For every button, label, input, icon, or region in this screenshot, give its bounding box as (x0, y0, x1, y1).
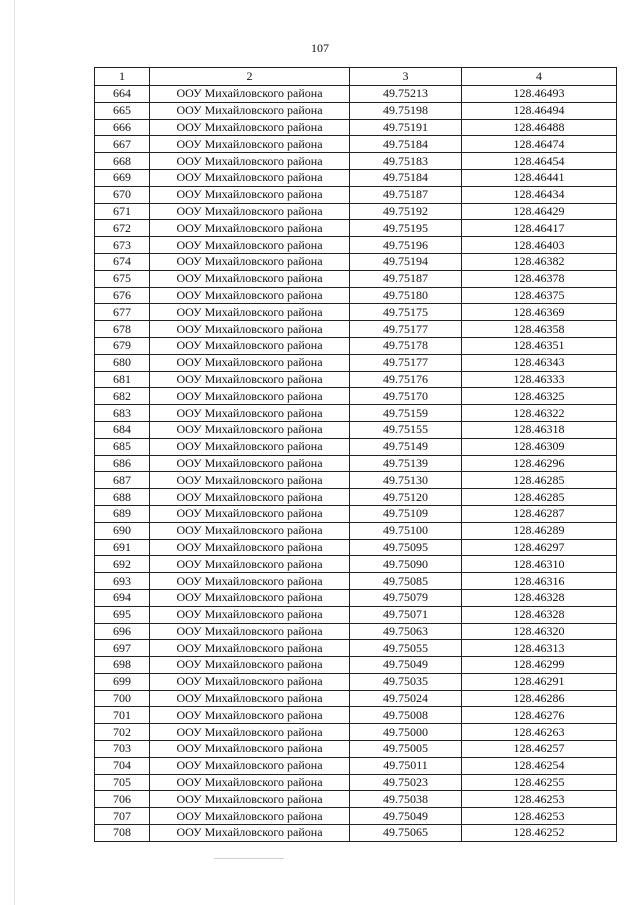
table-row (95, 539, 617, 556)
longitude-cell: 128.46488 (462, 119, 617, 136)
area-name-cell: ООУ Михайловского района (150, 337, 350, 354)
scan-mark (214, 858, 284, 859)
longitude-cell: 128.46333 (462, 371, 617, 388)
longitude-cell: 128.46291 (462, 673, 617, 690)
longitude-cell: 128.46253 (462, 791, 617, 808)
area-name-cell: ООУ Михайловского района (150, 153, 350, 170)
area-name-cell: ООУ Михайловского района (150, 472, 350, 489)
latitude-cell: 49.75055 (350, 640, 462, 657)
row-number-cell: 685 (95, 438, 150, 455)
row-number-cell: 672 (95, 220, 150, 237)
latitude-cell: 49.75065 (350, 825, 462, 842)
row-number-cell: 705 (95, 774, 150, 791)
latitude-cell: 49.75024 (350, 690, 462, 707)
column-header-latitude: 3 (350, 68, 462, 86)
row-number-cell: 689 (95, 505, 150, 522)
latitude-cell: 49.75178 (350, 337, 462, 354)
row-number-cell: 688 (95, 489, 150, 506)
latitude-cell: 49.75176 (350, 371, 462, 388)
latitude-cell: 49.75071 (350, 606, 462, 623)
row-number-cell: 699 (95, 673, 150, 690)
longitude-cell: 128.46285 (462, 489, 617, 506)
area-name-cell: ООУ Михайловского района (150, 673, 350, 690)
longitude-cell: 128.46254 (462, 757, 617, 774)
area-name-cell: ООУ Михайловского района (150, 405, 350, 422)
row-number-cell: 667 (95, 136, 150, 153)
table-row (95, 623, 617, 640)
table-row (95, 472, 617, 489)
longitude-cell: 128.46296 (462, 455, 617, 472)
longitude-cell: 128.46276 (462, 707, 617, 724)
table-row (95, 119, 617, 136)
table-row (95, 421, 617, 438)
area-name-cell: ООУ Михайловского района (150, 556, 350, 573)
latitude-cell: 49.75177 (350, 354, 462, 371)
latitude-cell: 49.75023 (350, 774, 462, 791)
table-row (95, 405, 617, 422)
table-row (95, 136, 617, 153)
area-name-cell: ООУ Михайловского района (150, 421, 350, 438)
latitude-cell: 49.75079 (350, 589, 462, 606)
longitude-cell: 128.46351 (462, 337, 617, 354)
table-row (95, 505, 617, 522)
area-name-cell: ООУ Михайловского района (150, 707, 350, 724)
table-row (95, 321, 617, 338)
latitude-cell: 49.75139 (350, 455, 462, 472)
row-number-cell: 673 (95, 237, 150, 254)
latitude-cell: 49.75195 (350, 220, 462, 237)
row-number-cell: 665 (95, 102, 150, 119)
row-number-cell: 676 (95, 287, 150, 304)
longitude-cell: 128.46253 (462, 808, 617, 825)
longitude-cell: 128.46474 (462, 136, 617, 153)
area-name-cell: ООУ Михайловского района (150, 741, 350, 758)
latitude-cell: 49.75175 (350, 304, 462, 321)
table-row (95, 220, 617, 237)
longitude-cell: 128.46369 (462, 304, 617, 321)
row-number-cell: 668 (95, 153, 150, 170)
latitude-cell: 49.75035 (350, 673, 462, 690)
column-header-longitude: 4 (462, 68, 617, 86)
table-row (95, 438, 617, 455)
area-name-cell: ООУ Михайловского района (150, 791, 350, 808)
longitude-cell: 128.46263 (462, 724, 617, 741)
latitude-cell: 49.75005 (350, 741, 462, 758)
longitude-cell: 128.46316 (462, 573, 617, 590)
longitude-cell: 128.46322 (462, 405, 617, 422)
table-row (95, 724, 617, 741)
area-name-cell: ООУ Михайловского района (150, 388, 350, 405)
latitude-cell: 49.75213 (350, 86, 462, 103)
table-row (95, 707, 617, 724)
longitude-cell: 128.46286 (462, 690, 617, 707)
latitude-cell: 49.75149 (350, 438, 462, 455)
longitude-cell: 128.46289 (462, 522, 617, 539)
latitude-cell: 49.75008 (350, 707, 462, 724)
table-header (95, 68, 617, 86)
row-number-cell: 684 (95, 421, 150, 438)
area-name-cell: ООУ Михайловского района (150, 119, 350, 136)
area-name-cell: ООУ Михайловского района (150, 354, 350, 371)
table-row (95, 270, 617, 287)
area-name-cell: ООУ Михайловского района (150, 724, 350, 741)
table-row (95, 589, 617, 606)
longitude-cell: 128.46454 (462, 153, 617, 170)
table-row (95, 169, 617, 186)
row-number-cell: 683 (95, 405, 150, 422)
latitude-cell: 49.75085 (350, 573, 462, 590)
area-name-cell: ООУ Михайловского района (150, 539, 350, 556)
table-row (95, 757, 617, 774)
table-row (95, 304, 617, 321)
latitude-cell: 49.75049 (350, 808, 462, 825)
table-row (95, 640, 617, 657)
longitude-cell: 128.46297 (462, 539, 617, 556)
area-name-cell: ООУ Михайловского района (150, 589, 350, 606)
longitude-cell: 128.46328 (462, 606, 617, 623)
row-number-cell: 702 (95, 724, 150, 741)
row-number-cell: 686 (95, 455, 150, 472)
area-name-cell: ООУ Михайловского района (150, 640, 350, 657)
area-name-cell: ООУ Михайловского района (150, 253, 350, 270)
row-number-cell: 678 (95, 321, 150, 338)
latitude-cell: 49.75187 (350, 186, 462, 203)
latitude-cell: 49.75011 (350, 757, 462, 774)
area-name-cell: ООУ Михайловского района (150, 203, 350, 220)
area-name-cell: ООУ Михайловского района (150, 371, 350, 388)
row-number-cell: 677 (95, 304, 150, 321)
area-name-cell: ООУ Михайловского района (150, 774, 350, 791)
table-row (95, 337, 617, 354)
area-name-cell: ООУ Михайловского района (150, 186, 350, 203)
latitude-cell: 49.75095 (350, 539, 462, 556)
area-name-cell: ООУ Михайловского района (150, 304, 350, 321)
area-name-cell: ООУ Михайловского района (150, 270, 350, 287)
longitude-cell: 128.46382 (462, 253, 617, 270)
area-name-cell: ООУ Михайловского района (150, 220, 350, 237)
row-number-cell: 682 (95, 388, 150, 405)
table-row (95, 673, 617, 690)
row-number-cell: 696 (95, 623, 150, 640)
row-number-cell: 703 (95, 741, 150, 758)
longitude-cell: 128.46434 (462, 186, 617, 203)
row-number-cell: 691 (95, 539, 150, 556)
longitude-cell: 128.46287 (462, 505, 617, 522)
latitude-cell: 49.75183 (350, 153, 462, 170)
longitude-cell: 128.46318 (462, 421, 617, 438)
table-row (95, 774, 617, 791)
latitude-cell: 49.75191 (350, 119, 462, 136)
area-name-cell: ООУ Михайловского района (150, 169, 350, 186)
longitude-cell: 128.46429 (462, 203, 617, 220)
longitude-cell: 128.46493 (462, 86, 617, 103)
column-header-name: 2 (150, 68, 350, 86)
area-name-cell: ООУ Михайловского района (150, 287, 350, 304)
table-row (95, 102, 617, 119)
table-row (95, 606, 617, 623)
table-row (95, 657, 617, 674)
row-number-cell: 708 (95, 825, 150, 842)
longitude-cell: 128.46285 (462, 472, 617, 489)
area-name-cell: ООУ Михайловского района (150, 438, 350, 455)
longitude-cell: 128.46343 (462, 354, 617, 371)
table-row (95, 153, 617, 170)
area-name-cell: ООУ Михайловского района (150, 657, 350, 674)
latitude-cell: 49.75063 (350, 623, 462, 640)
scan-edge-line (14, 0, 15, 905)
longitude-cell: 128.46378 (462, 270, 617, 287)
table-row (95, 86, 617, 103)
latitude-cell: 49.75155 (350, 421, 462, 438)
longitude-cell: 128.46252 (462, 825, 617, 842)
area-name-cell: ООУ Михайловского района (150, 825, 350, 842)
latitude-cell: 49.75159 (350, 405, 462, 422)
row-number-cell: 687 (95, 472, 150, 489)
latitude-cell: 49.75000 (350, 724, 462, 741)
area-name-cell: ООУ Михайловского района (150, 455, 350, 472)
latitude-cell: 49.75194 (350, 253, 462, 270)
area-name-cell: ООУ Михайловского района (150, 808, 350, 825)
table-row (95, 388, 617, 405)
row-number-cell: 706 (95, 791, 150, 808)
area-name-cell: ООУ Михайловского района (150, 757, 350, 774)
area-name-cell: ООУ Михайловского района (150, 321, 350, 338)
table-body (95, 86, 617, 842)
latitude-cell: 49.75109 (350, 505, 462, 522)
longitude-cell: 128.46403 (462, 237, 617, 254)
row-number-cell: 670 (95, 186, 150, 203)
latitude-cell: 49.75184 (350, 169, 462, 186)
row-number-cell: 679 (95, 337, 150, 354)
longitude-cell: 128.46358 (462, 321, 617, 338)
row-number-cell: 707 (95, 808, 150, 825)
row-number-cell: 671 (95, 203, 150, 220)
table-row (95, 573, 617, 590)
row-number-cell: 675 (95, 270, 150, 287)
area-name-cell: ООУ Михайловского района (150, 102, 350, 119)
latitude-cell: 49.75196 (350, 237, 462, 254)
latitude-cell: 49.75120 (350, 489, 462, 506)
row-number-cell: 694 (95, 589, 150, 606)
latitude-cell: 49.75180 (350, 287, 462, 304)
latitude-cell: 49.75100 (350, 522, 462, 539)
latitude-cell: 49.75038 (350, 791, 462, 808)
area-name-cell: ООУ Михайловского района (150, 573, 350, 590)
longitude-cell: 128.46255 (462, 774, 617, 791)
coordinates-table (94, 67, 617, 842)
area-name-cell: ООУ Михайловского района (150, 136, 350, 153)
table-row (95, 455, 617, 472)
table-row (95, 741, 617, 758)
latitude-cell: 49.75198 (350, 102, 462, 119)
table-row (95, 825, 617, 842)
area-name-cell: ООУ Михайловского района (150, 489, 350, 506)
column-header-number: 1 (95, 68, 150, 86)
row-number-cell: 690 (95, 522, 150, 539)
table-row (95, 489, 617, 506)
row-number-cell: 700 (95, 690, 150, 707)
row-number-cell: 693 (95, 573, 150, 590)
area-name-cell: ООУ Михайловского района (150, 690, 350, 707)
latitude-cell: 49.75090 (350, 556, 462, 573)
table-row (95, 237, 617, 254)
latitude-cell: 49.75177 (350, 321, 462, 338)
row-number-cell: 697 (95, 640, 150, 657)
table-row (95, 203, 617, 220)
longitude-cell: 128.46313 (462, 640, 617, 657)
page-number: 107 (311, 41, 329, 55)
latitude-cell: 49.75184 (350, 136, 462, 153)
area-name-cell: ООУ Михайловского района (150, 606, 350, 623)
row-number-cell: 674 (95, 253, 150, 270)
longitude-cell: 128.46441 (462, 169, 617, 186)
table-row (95, 253, 617, 270)
header-row (95, 68, 617, 86)
table-row (95, 556, 617, 573)
row-number-cell: 698 (95, 657, 150, 674)
table-row (95, 808, 617, 825)
latitude-cell: 49.75049 (350, 657, 462, 674)
row-number-cell: 669 (95, 169, 150, 186)
longitude-cell: 128.46309 (462, 438, 617, 455)
table-row (95, 186, 617, 203)
latitude-cell: 49.75187 (350, 270, 462, 287)
table-row (95, 522, 617, 539)
table-row (95, 287, 617, 304)
row-number-cell: 680 (95, 354, 150, 371)
row-number-cell: 666 (95, 119, 150, 136)
area-name-cell: ООУ Михайловского района (150, 623, 350, 640)
latitude-cell: 49.75130 (350, 472, 462, 489)
table-row (95, 791, 617, 808)
area-name-cell: ООУ Михайловского района (150, 237, 350, 254)
table-row (95, 371, 617, 388)
area-name-cell: ООУ Михайловского района (150, 86, 350, 103)
longitude-cell: 128.46299 (462, 657, 617, 674)
row-number-cell: 664 (95, 86, 150, 103)
table-row (95, 690, 617, 707)
longitude-cell: 128.46375 (462, 287, 617, 304)
longitude-cell: 128.46328 (462, 589, 617, 606)
longitude-cell: 128.46417 (462, 220, 617, 237)
row-number-cell: 701 (95, 707, 150, 724)
longitude-cell: 128.46257 (462, 741, 617, 758)
table-row (95, 354, 617, 371)
row-number-cell: 704 (95, 757, 150, 774)
longitude-cell: 128.46320 (462, 623, 617, 640)
longitude-cell: 128.46494 (462, 102, 617, 119)
row-number-cell: 681 (95, 371, 150, 388)
longitude-cell: 128.46310 (462, 556, 617, 573)
row-number-cell: 692 (95, 556, 150, 573)
row-number-cell: 695 (95, 606, 150, 623)
latitude-cell: 49.75192 (350, 203, 462, 220)
longitude-cell: 128.46325 (462, 388, 617, 405)
area-name-cell: ООУ Михайловского района (150, 522, 350, 539)
latitude-cell: 49.75170 (350, 388, 462, 405)
area-name-cell: ООУ Михайловского района (150, 505, 350, 522)
